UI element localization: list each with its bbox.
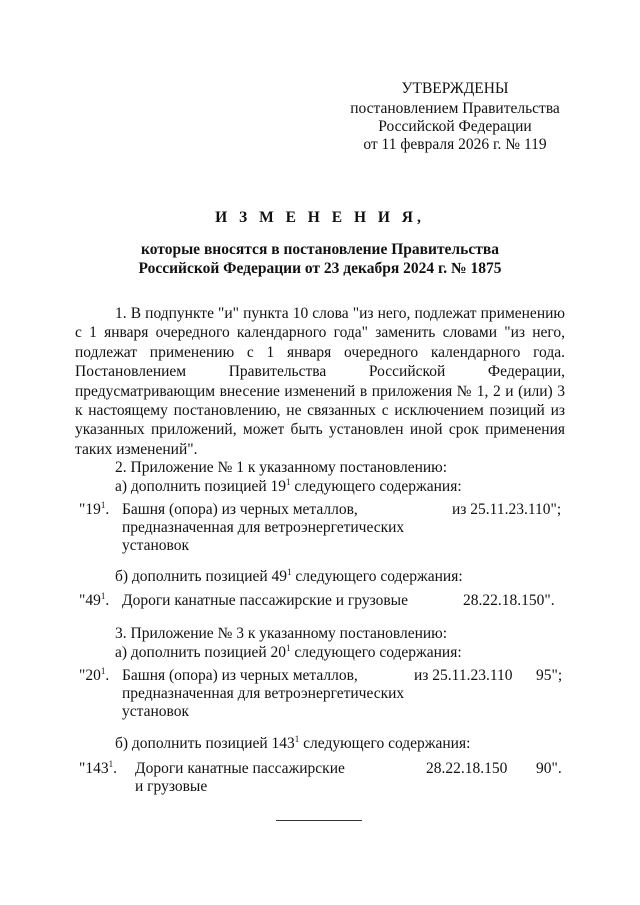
row-number: "$143^1$. (79, 758, 117, 777)
approval-title: УТВЕРЖДЕНЫ (401, 80, 509, 97)
row-code: из 25.11.23.110"; (452, 501, 562, 518)
item-2b-text: б) дополнить позицией $49^1$ следующего содержания: (115, 566, 463, 585)
row-description: Башня (опора) из черных металлов, (122, 667, 358, 684)
row-number: "$20^1$. (79, 665, 110, 684)
closing-divider (276, 820, 362, 821)
row-code: 28.22.18.150". (463, 592, 555, 609)
document-heading (60, 208, 580, 278)
approval-line: постановлением Правительства (350, 100, 560, 117)
row-value: 90". (536, 760, 562, 777)
approval-line: Российской Федерации (378, 118, 532, 135)
row-number: "$49^1$. (79, 590, 110, 609)
item-3a-text: а) дополнить позицией $20^1$ следующего содержания: (115, 642, 462, 661)
document-subtitle: Российской Федерации от 23 декабря 2024 г. № 1875 (138, 260, 502, 277)
row-number: "$19^1$. (79, 499, 110, 518)
approval-date: от 11 февраля 2026 г. № 119 (363, 136, 547, 153)
row-description: предназначенная для ветроэнергетических (122, 685, 405, 702)
row-code: 28.22.18.150 (426, 760, 508, 777)
row-description: Дороги канатные пассажирские и грузовые (122, 592, 408, 609)
approval-block (330, 80, 580, 154)
document-subtitle: которые вносятся в постановление Правительства (141, 241, 499, 258)
row-description: установок (122, 703, 190, 720)
row-value: 95"; (536, 667, 563, 684)
row-description: Дороги канатные пассажирские (135, 760, 345, 777)
row-description: Башня (опора) из черных металлов, (122, 501, 358, 518)
item-3b-text: б) дополнить позицией $143^1$ следующего содержания: (115, 733, 471, 752)
row-description: предназначенная для ветроэнергетических (122, 519, 405, 536)
item-1-paragraph: 1. В подпункте "и" пункта 10 слова "из него, подлежат применению с 1 января очередного календарного года" заменить словами "из него, подлежат применению с 1 января очередного календарного года. Постановлением Правительства Российской Федерации, предусматривающим внесение изменений в приложения № 1, 2 и (или) 3 к настоящему постановлению, не связанных с исключением позиций из указанных приложений, может быть установлен иной срок применения таких изменений". (75, 305, 565, 458)
item-2a-text: а) дополнить позицией $19^1$ следующего содержания: (115, 476, 462, 495)
document-title: И З М Е Н Е Н И Я, (215, 209, 425, 226)
item-3-title: 3. Приложение № 3 к указанному постановлению: (115, 625, 448, 642)
item-2-title: 2. Приложение № 1 к указанному постановлению: (115, 459, 448, 476)
row-description: и грузовые (135, 778, 208, 795)
row-code: из 25.11.23.110 (414, 667, 513, 684)
row-description: установок (122, 537, 190, 554)
